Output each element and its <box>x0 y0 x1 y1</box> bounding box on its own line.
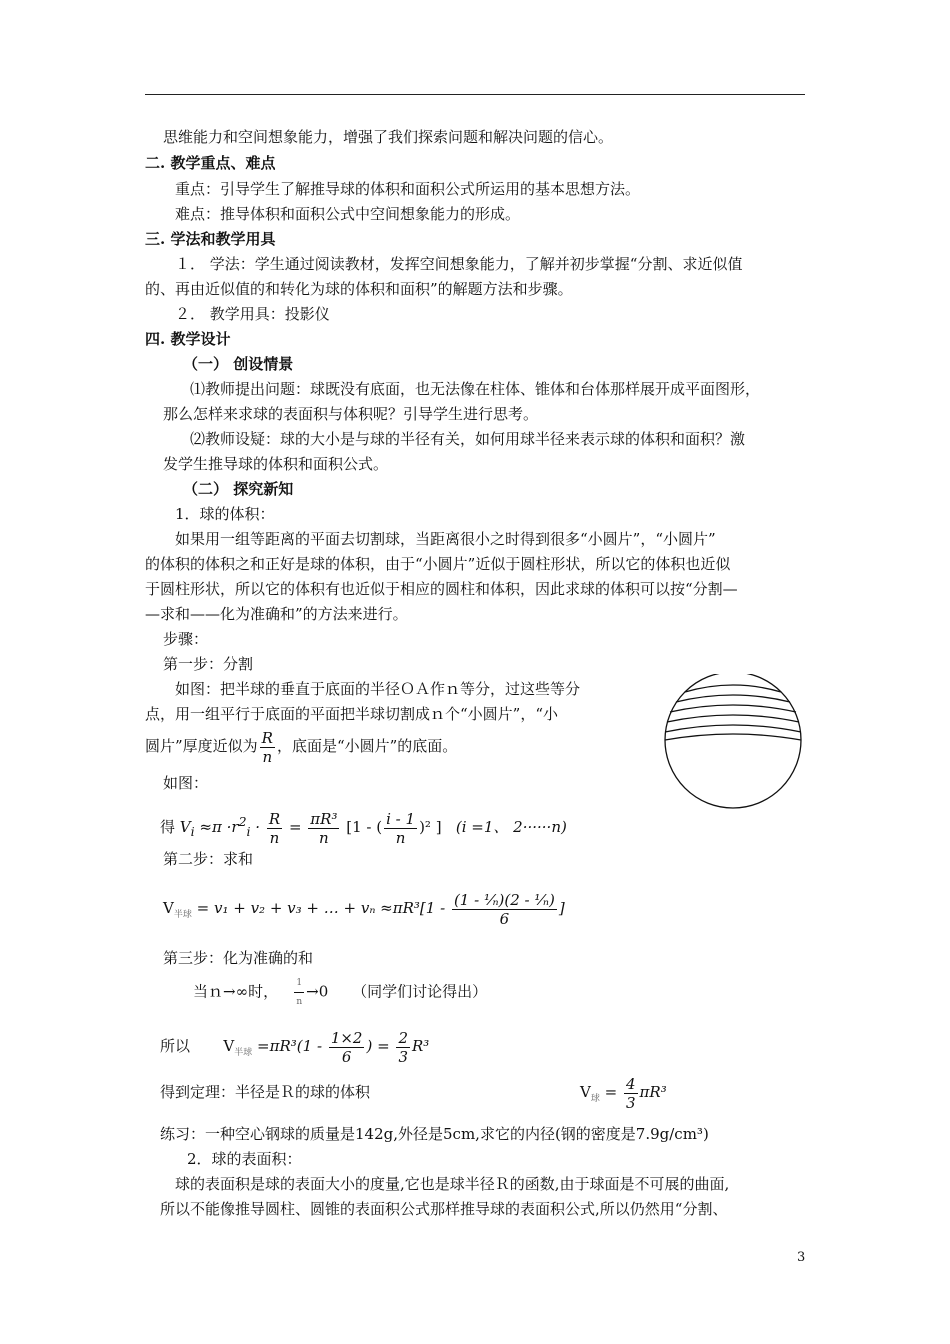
para-line: 的、再由近似值的和转化为球的体积和面积”的解题方法和步骤。 <box>145 280 573 298</box>
sphere-outline <box>665 674 801 808</box>
text: （同学们讨论得出） <box>352 982 488 1001</box>
formula-sum <box>163 882 565 941</box>
numerator: (1 - ¹⁄ₙ)(2 - ¹⁄ₙ) <box>453 890 555 909</box>
subscript: 半球 <box>173 910 192 920</box>
thickness-line <box>145 726 457 766</box>
numerator: 2 <box>398 1028 408 1047</box>
denominator: 3 <box>626 1093 636 1112</box>
para-line: 如图：把半球的垂直于底面的半径ＯＡ作ｎ等分，过这些等分 <box>175 680 581 698</box>
section-heading: 三. 学法和教学用具 <box>145 230 276 248</box>
section-heading: 二. 教学重点、难点 <box>145 154 276 172</box>
header-rule <box>145 94 805 95</box>
para-line: 1．球的体积： <box>175 505 275 523</box>
para-line: 所以不能像推导圆柱、圆锥的表面积公式那样推导球的表面积公式,所以仍然用“分割、 <box>160 1200 728 1218</box>
term: ] <box>558 899 565 917</box>
numerator: 1×2 <box>330 1028 363 1047</box>
para-line: 步骤： <box>163 630 209 648</box>
para-line: 得到定理：半径是Ｒ的球的体积 <box>160 1083 371 1101</box>
subscript: 半球 <box>234 1048 253 1058</box>
text: 得 <box>160 818 176 836</box>
v-symbol: V <box>223 1037 235 1055</box>
formula-sphere-volume <box>580 1070 667 1121</box>
v-symbol: V <box>179 818 191 836</box>
para-line: 第二步：求和 <box>163 850 254 868</box>
subscript: i <box>246 824 251 839</box>
term: πR³ <box>639 1083 667 1101</box>
fraction-1x2-over-6 <box>329 1029 365 1066</box>
para-line: 球的表面积是球的表面大小的度量,它也是球半径Ｒ的函数,由于球面是不可展的曲面, <box>175 1175 730 1193</box>
subsection-heading: （二） 探究新知 <box>183 480 294 498</box>
numerator: R <box>261 728 273 747</box>
term: = v₁ + v₂ + v₃ + … + vₙ ≈πR³[1 - <box>196 899 446 917</box>
para-line: 点，用一组平行于底面的平面把半球切割成ｎ个“小圆片”，“小 <box>145 705 559 723</box>
para-line: ⑵教师设疑：球的大小是与球的半径有关，如何用球半径来表示球的体积和面积？激 <box>190 430 746 448</box>
subscript: i <box>190 824 195 839</box>
para-line: 思维能力和空间想象能力，增强了我们探索问题和解决问题的信心。 <box>163 128 614 146</box>
exponent: 2 <box>238 814 247 829</box>
numerator: πR³ <box>310 809 338 828</box>
v-symbol: V <box>163 899 174 917</box>
denominator: n <box>395 828 406 847</box>
page-number: 3 <box>797 1250 806 1265</box>
para-line: ２． 教学用具：投影仪 <box>175 305 330 323</box>
numerator: 1 <box>294 974 304 993</box>
para-line: 发学生推导球的体积和面积公式。 <box>163 455 389 473</box>
hemisphere-slices-figure <box>652 674 814 814</box>
para-line: 练习：一种空心钢球的质量是142g,外径是5cm,求它的内径(钢的密度是7.9g/cm³) <box>160 1125 709 1143</box>
para-line: —求和——化为准确和”的方法来进行。 <box>145 605 408 623</box>
fraction-R-over-n <box>260 729 275 766</box>
fraction-4-over-3 <box>624 1075 638 1112</box>
section-heading: 四. 教学设计 <box>145 330 231 348</box>
denominator: n <box>262 747 273 766</box>
term: ) = <box>366 1037 390 1055</box>
text: 所以 <box>160 1037 191 1055</box>
subsection-heading: （一） 创设情景 <box>183 355 294 373</box>
fraction-piR3-over-n <box>308 810 339 847</box>
para-line: 于圆柱形状，所以它的体积有也近似于相应的圆柱和体积，因此求球的体积可以按“分割— <box>145 580 738 598</box>
para-line: 如果用一组等距离的平面去切割球，当距离很小之时得到很多“小圆片”，“小圆片” <box>175 530 716 548</box>
text: ，底面是“小圆片”的底面。 <box>276 737 458 755</box>
slice-line <box>685 685 781 692</box>
slice-line <box>670 705 796 712</box>
formula-vi <box>160 800 567 854</box>
para-line: 难点：推导体积和面积公式中空间想象能力的形成。 <box>175 205 521 223</box>
limit-line <box>193 974 487 1011</box>
numerator: i - 1 <box>386 809 416 828</box>
index-range: (i =1、 2······n) <box>455 818 567 836</box>
para-line: ⑴教师提出问题：球既没有底面，也无法像在柱体、锥体和台体那样展开成平面图形， <box>190 380 761 398</box>
para-line: 重点：引导学生了解推导球的体积和面积公式所运用的基本思想方法。 <box>175 180 641 198</box>
fraction-i-minus-1-over-n <box>384 810 417 847</box>
subscript: 球 <box>590 1094 600 1104</box>
para-line: １． 学法：学生通过阅读教材，发挥空间想象能力，了解并初步掌握“分割、求近似值 <box>175 255 743 273</box>
para-line: 2．球的表面积： <box>187 1150 302 1168</box>
slice-line <box>665 725 801 732</box>
fraction-R-over-n <box>267 810 282 847</box>
formula-half-volume <box>160 1022 429 1077</box>
denominator: 6 <box>499 909 510 928</box>
operator: = <box>257 1037 270 1055</box>
denominator: n <box>269 828 280 847</box>
term: πR³(1 - <box>269 1037 323 1055</box>
denominator: 3 <box>398 1047 408 1066</box>
operator: · <box>255 818 261 836</box>
denominator: n <box>319 828 329 847</box>
term: ≈π ·r <box>199 818 239 836</box>
text: →0 <box>306 982 329 1001</box>
slice-line <box>665 734 801 740</box>
term: R³ <box>412 1037 430 1055</box>
numerator: 4 <box>626 1074 636 1093</box>
denominator: 6 <box>341 1047 352 1066</box>
para-line: 的体积的体积之和正好是球的体积，由于“小圆片”近似于圆柱形状，所以它的体积也近似 <box>145 555 731 573</box>
para-line: 第三步：化为准确的和 <box>163 949 314 967</box>
text: 当ｎ→∞时， <box>193 982 279 1001</box>
operator: = <box>604 1083 618 1101</box>
slice-line <box>667 715 799 722</box>
fraction-1-over-n <box>294 974 304 1011</box>
term: )² ] <box>419 818 442 836</box>
para-line: 第一步：分割 <box>163 655 254 673</box>
fraction-2-over-3 <box>396 1029 410 1066</box>
formula-body <box>179 809 567 847</box>
numerator: R <box>268 809 281 828</box>
text: 圆片”厚度近似为 <box>145 737 258 755</box>
fraction-sum <box>452 891 557 928</box>
para-line: 如图： <box>163 774 209 792</box>
para-line: 那么怎样来求球的表面积与体积呢？引导学生进行思考。 <box>163 405 539 423</box>
operator: = <box>288 818 302 836</box>
slice-line <box>676 695 790 702</box>
term: [1 - ( <box>346 818 383 836</box>
denominator: n <box>296 997 303 1007</box>
v-symbol: V <box>580 1083 591 1101</box>
